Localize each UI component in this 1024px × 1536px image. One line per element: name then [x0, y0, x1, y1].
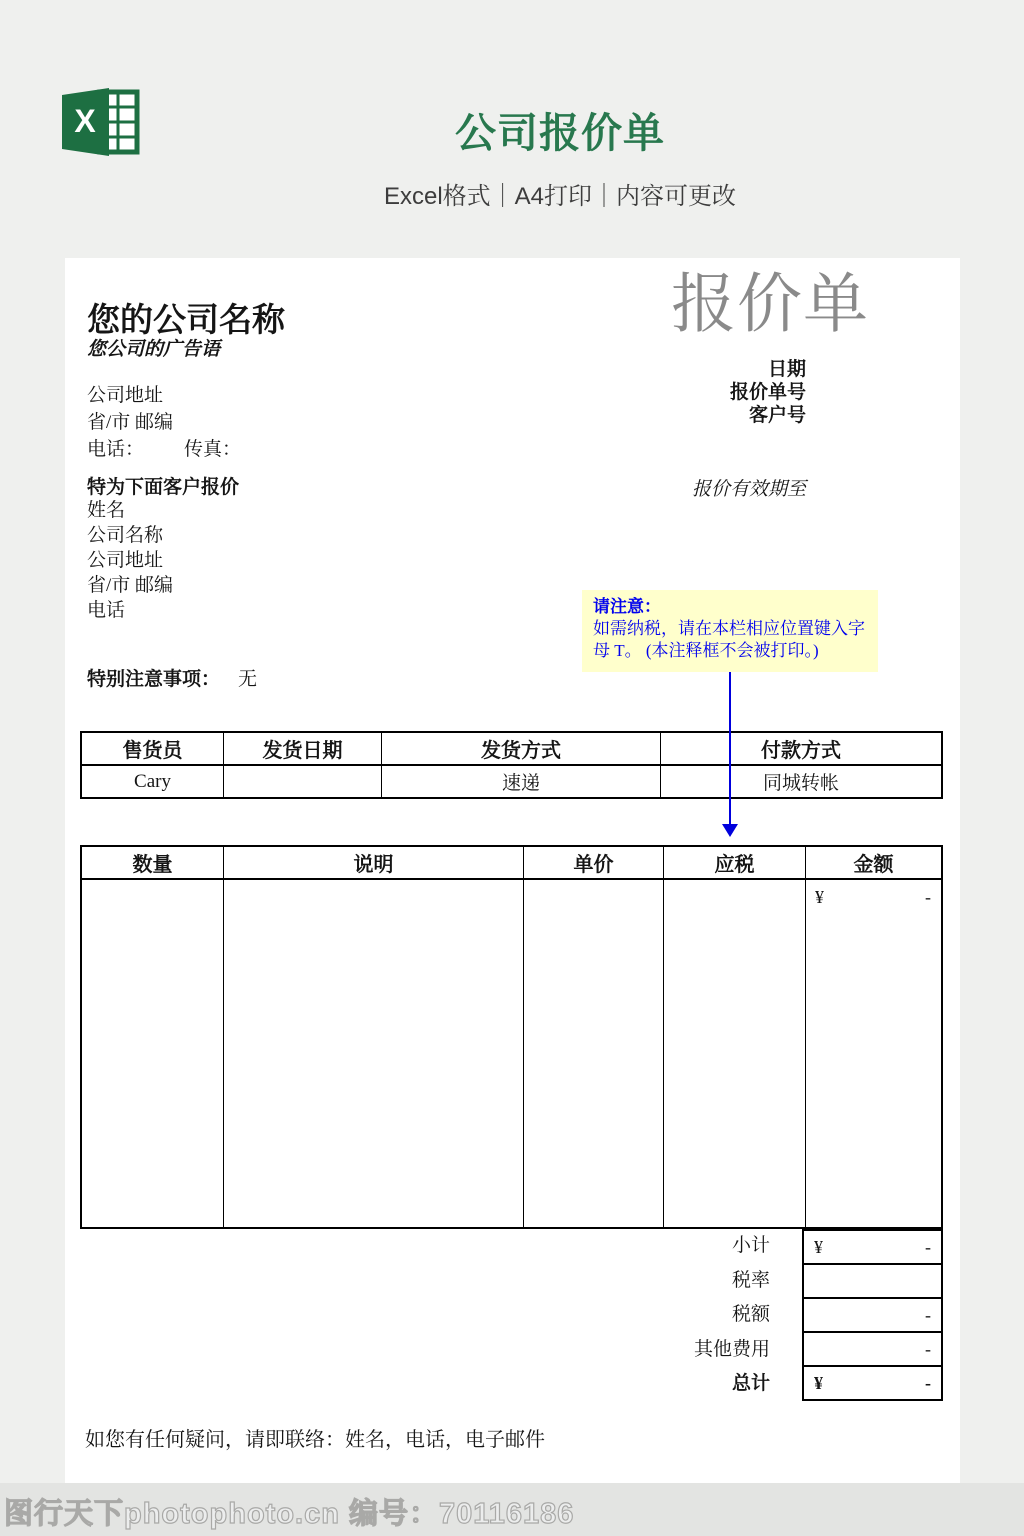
items-header-description: 说明	[224, 847, 524, 878]
summary-box-other-fees	[802, 1331, 943, 1367]
customer-field-address: 公司地址	[87, 550, 164, 571]
quote-meta-labels	[730, 358, 806, 427]
summary-value-total: -	[925, 1372, 931, 1393]
company-phone-fax	[87, 436, 241, 463]
summary-box-total	[802, 1365, 943, 1401]
summary-label-other-fees: 其他费用	[693, 1338, 770, 1360]
customer-field-region-zip: 省/市 邮编	[87, 575, 174, 596]
phone-label: 电话：	[87, 439, 145, 460]
customer-field-phone: 电话	[87, 600, 126, 621]
summary-value-boxes	[802, 1229, 943, 1401]
tax-note-line1: 如需纳税，请在本栏相应位置键入字	[593, 619, 865, 638]
summary-labels	[425, 1229, 770, 1402]
currency-symbol: ¥	[814, 1372, 823, 1393]
watermark-footer	[0, 1483, 1024, 1536]
items-column-amount	[806, 880, 941, 1227]
info-header-salesperson: 售货员	[82, 733, 224, 764]
special-notes-line	[87, 664, 257, 691]
tax-note-line2: 母 T。 (本注释框不会被打印。)	[593, 641, 819, 660]
meta-label-date: 日期	[767, 359, 806, 380]
customer-field-company: 公司名称	[87, 525, 164, 546]
items-first-amount-cell	[806, 880, 941, 908]
summary-box-tax-amount	[802, 1297, 943, 1333]
items-column-quantity	[82, 880, 224, 1227]
summary-value-other-fees: -	[925, 1338, 931, 1359]
quotation-document	[65, 258, 960, 1483]
contact-line: 如您有任何疑问，请即联络：姓名，电话，电子邮件	[85, 1429, 545, 1451]
summary-value-tax-amount: -	[925, 1304, 931, 1325]
summary-label-tax-rate: 税率	[731, 1269, 770, 1291]
info-header-ship-method: 发货方式	[382, 733, 661, 764]
info-cell-ship-method: 速递	[382, 766, 661, 797]
tax-note-box	[582, 590, 878, 672]
watermark-text: 图行天下photophoto.cn 编号：70116186	[4, 1498, 575, 1530]
page-subtitle: Excel格式｜A4打印｜内容可更改	[383, 183, 737, 210]
info-header-payment-method: 付款方式	[761, 740, 841, 762]
tax-note-arrow-line	[729, 672, 731, 824]
items-column-description	[224, 880, 524, 1227]
document-title: 报价单	[671, 267, 870, 340]
currency-symbol: ¥	[815, 887, 824, 907]
quote-valid-until: 报价有效期至	[691, 479, 806, 500]
info-header-ship-date: 发货日期	[224, 733, 382, 764]
page-title: 公司报价单	[455, 110, 665, 156]
summary-value-subtotal: -	[925, 1236, 931, 1257]
items-header-unit-price: 单价	[524, 847, 664, 878]
summary-box-subtotal	[802, 1229, 943, 1265]
items-header-taxable: 应税	[664, 847, 806, 878]
excel-x-letter: X	[74, 103, 96, 139]
company-slogan: 您公司的广告语	[87, 339, 221, 360]
info-cell-payment-method: 同城转帐	[762, 773, 839, 794]
company-contact-block	[87, 382, 241, 463]
items-table	[80, 845, 943, 1229]
summary-box-tax-rate	[802, 1263, 943, 1299]
amount-value: -	[925, 887, 931, 907]
shipping-info-table	[80, 731, 943, 799]
special-notes-label: 特别注意事项：	[87, 669, 221, 690]
customer-fields-block	[87, 498, 173, 623]
company-address: 公司地址	[87, 385, 164, 406]
special-notes-value: 无	[238, 669, 258, 690]
info-cell-ship-date	[224, 766, 382, 797]
summary-label-total: 总计	[731, 1373, 770, 1394]
customer-field-name: 姓名	[87, 500, 126, 521]
items-column-taxable	[664, 880, 806, 1227]
items-column-unit-price	[524, 880, 664, 1227]
quote-for-heading: 特为下面客户报价	[87, 477, 240, 498]
company-name: 您的公司名称	[87, 303, 285, 339]
tax-note-arrow-head	[722, 824, 738, 837]
currency-symbol: ¥	[814, 1236, 823, 1257]
meta-label-quote-number: 报价单号	[729, 382, 806, 403]
info-cell-salesperson: Cary	[82, 766, 224, 797]
fax-label: 传真：	[184, 439, 242, 460]
items-header-quantity: 数量	[82, 847, 224, 878]
meta-label-customer-number: 客户号	[748, 405, 806, 426]
items-header-amount: 金额	[853, 854, 894, 876]
summary-label-tax-amount: 税额	[731, 1304, 770, 1325]
summary-label-subtotal: 小计	[731, 1235, 770, 1256]
company-region-zip: 省/市 邮编	[87, 412, 174, 433]
tax-note-title: 请注意：	[593, 597, 661, 616]
